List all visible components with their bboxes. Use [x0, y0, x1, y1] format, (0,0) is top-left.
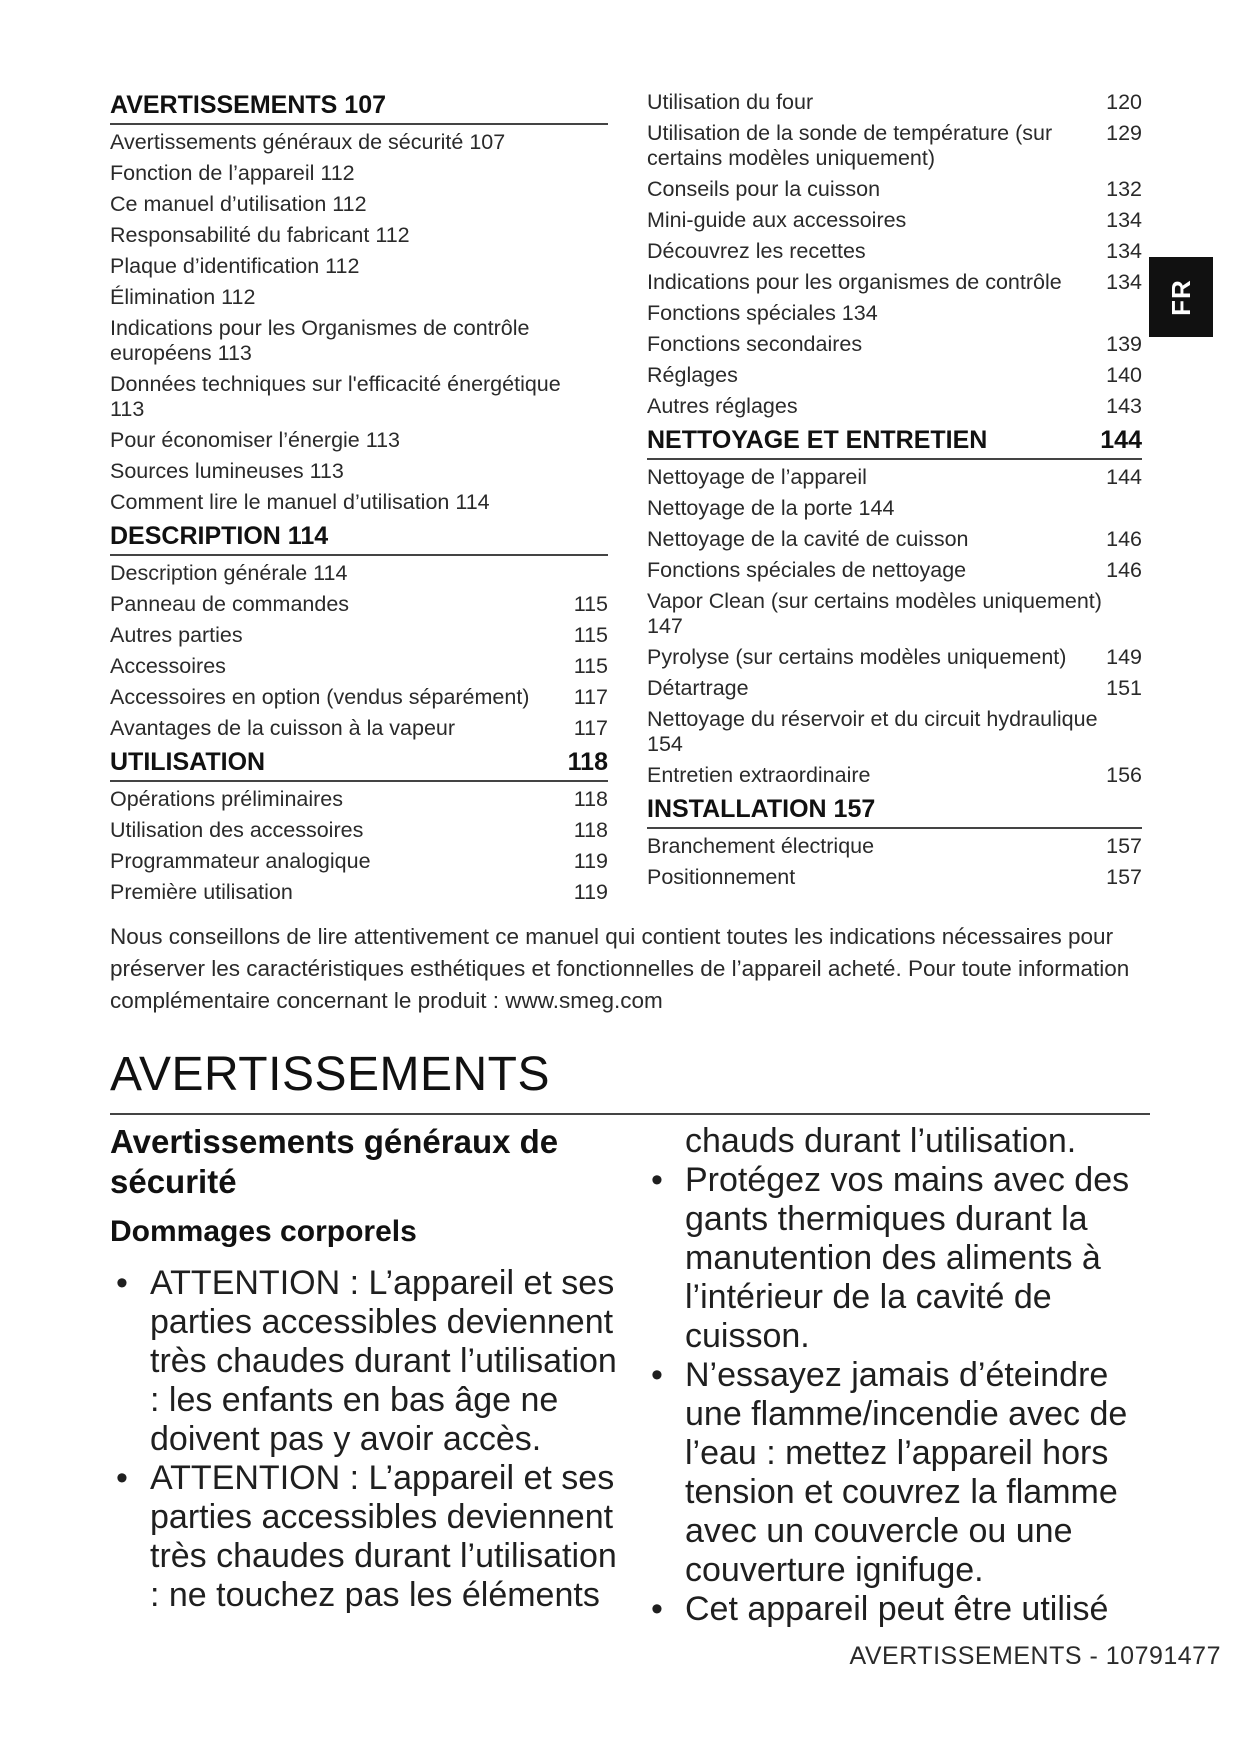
toc-page-number: 115	[573, 592, 608, 616]
toc-title: Nettoyage de l’appareil	[647, 465, 867, 489]
toc-page-number: 118	[573, 818, 608, 842]
toc-title: Avertissements généraux de sécurité 107	[110, 130, 506, 154]
toc-page-number: 143	[1106, 394, 1142, 418]
page-footer: AVERTISSEMENTS - 10791477	[849, 1642, 1221, 1670]
bullet-icon: •	[651, 1356, 663, 1394]
toc-page-number: 129	[1106, 121, 1142, 145]
bullet-text: Cet appareil peut être utilisé	[685, 1590, 1109, 1628]
language-tab-label: FR	[1165, 278, 1196, 316]
toc-entry	[647, 465, 1142, 490]
toc-entry	[110, 223, 608, 248]
toc-entry	[110, 685, 608, 710]
toc-section-heading	[647, 794, 1142, 829]
toc-title: Entretien extraordinaire	[647, 763, 871, 787]
toc-entry	[110, 161, 608, 186]
toc-entry	[110, 490, 608, 515]
intro-paragraph: Nous conseillons de lire attentivement ce manuel qui contient toutes les indications nécessaires pour préserver les caractéristiques esthétiques et fonctionnelles de l’appareil acheté. Pour toute information complémentaire concernant le produit : www.smeg.com	[110, 924, 1130, 1013]
bullet-list-left	[110, 1264, 630, 1615]
bullet-text: ATTENTION : L’appareil et ses parties accessibles deviennent très chaudes durant l’utilisation : les enfants en bas âge ne doivent pas y avoir accès.	[150, 1264, 617, 1458]
toc-title: Panneau de commandes	[110, 592, 350, 616]
toc-page-number: 157	[1106, 865, 1142, 889]
bullet-item	[645, 1161, 1165, 1356]
toc-page-number: 115	[573, 623, 608, 647]
toc-entry	[647, 270, 1142, 295]
toc-entry	[110, 316, 608, 366]
toc-title: Nettoyage du réservoir et du circuit hydraulique 154	[647, 707, 1098, 756]
toc-entry	[647, 589, 1142, 639]
toc-page-number: 117	[573, 716, 608, 740]
toc-entry	[647, 763, 1142, 788]
toc-section-heading	[110, 90, 608, 125]
toc-entry	[647, 301, 1142, 326]
toc-title: Avantages de la cuisson à la vapeur	[110, 716, 456, 740]
toc-entry	[647, 394, 1142, 419]
toc-entry	[647, 363, 1142, 388]
toc-title: Vapor Clean (sur certains modèles uniquement) 147	[647, 589, 1102, 638]
toc-title: Opérations préliminaires	[110, 787, 344, 811]
bullet-item	[645, 1356, 1165, 1590]
subsection-title: Dommages corporels	[110, 1215, 417, 1248]
toc-entry	[647, 177, 1142, 202]
toc-page-number: 120	[1106, 90, 1142, 114]
bullet-item	[110, 1459, 630, 1615]
toc-entry	[647, 676, 1142, 701]
toc-entry	[110, 716, 608, 741]
toc-entry	[110, 880, 608, 905]
toc-title: Accessoires en option (vendus séparément)	[110, 685, 530, 709]
toc-title: INSTALLATION 157	[647, 795, 876, 823]
section-title: Avertissements généraux de sécurité	[110, 1123, 559, 1200]
toc-title: Nettoyage de la cavité de cuisson	[647, 527, 969, 551]
toc-entry	[110, 561, 608, 586]
toc-entry	[110, 818, 608, 843]
toc-page-number: 156	[1106, 763, 1142, 787]
toc-entry	[647, 558, 1142, 583]
toc-entry	[110, 254, 608, 279]
bullet-text: N’essayez jamais d’éteindre une flamme/incendie avec de l’eau : mettez l’appareil hors tension et couvrez la flamme avec un couvercle ou une couverture ignifuge.	[685, 1356, 1128, 1589]
toc-title: Fonctions spéciales 134	[647, 301, 878, 325]
toc-page-number: 139	[1106, 332, 1142, 356]
body-right-column	[645, 1122, 1165, 1629]
toc-title: UTILISATION	[110, 748, 266, 776]
toc-title: Détartrage	[647, 676, 749, 700]
toc-entry	[647, 865, 1142, 890]
bullet-list-right	[645, 1161, 1165, 1629]
toc-title: Pour économiser l’énergie 113	[110, 428, 401, 452]
toc-title: Programmateur analogique	[110, 849, 371, 873]
toc-section-heading	[647, 425, 1142, 460]
toc-title: Comment lire le manuel d’utilisation 114	[110, 490, 490, 514]
toc-page-number: 146	[1106, 527, 1142, 551]
bullet-text: Protégez vos mains avec des gants thermiques durant la manutention des aliments à l’intérieur de la cavité de cuisson.	[685, 1161, 1130, 1355]
toc-page-number: 119	[573, 849, 608, 873]
toc-entry	[647, 707, 1142, 757]
bullet-item	[110, 1264, 630, 1459]
toc-section-heading	[110, 521, 608, 556]
toc-page-number: 134	[1106, 239, 1142, 263]
toc-title: Responsabilité du fabricant 112	[110, 223, 410, 247]
toc-title: Autres parties	[110, 623, 243, 647]
toc-page-number: 146	[1106, 558, 1142, 582]
toc-entry	[647, 834, 1142, 859]
toc-title: Positionnement	[647, 865, 796, 889]
toc-title: Indications pour les Organismes de contrôle européens 113	[110, 316, 530, 365]
toc-page-number: 140	[1106, 363, 1142, 387]
toc-page-number: 134	[1106, 208, 1142, 232]
toc-title: Autres réglages	[647, 394, 798, 418]
toc-title: Fonctions spéciales de nettoyage	[647, 558, 967, 582]
bullet-icon: •	[651, 1161, 663, 1199]
toc-page-number: 144	[1100, 426, 1142, 454]
toc-title: Accessoires	[110, 654, 226, 678]
toc-title: Fonction de l’appareil 112	[110, 161, 355, 185]
toc-title: Sources lumineuses 113	[110, 459, 344, 483]
bullet-icon: •	[116, 1459, 128, 1497]
continued-text: chauds durant l’utilisation.	[685, 1122, 1077, 1160]
toc-title: Utilisation du four	[647, 90, 814, 114]
toc-page-number: 118	[573, 787, 608, 811]
toc-entry	[647, 208, 1142, 233]
toc-entry	[110, 459, 608, 484]
toc-page-number: 118	[567, 748, 608, 776]
toc-page-number: 157	[1106, 834, 1142, 858]
toc-right-column	[647, 90, 1142, 896]
toc-entry	[110, 654, 608, 679]
toc-page-number: 117	[573, 685, 608, 709]
toc-title: DESCRIPTION 114	[110, 522, 329, 550]
toc-entry	[110, 372, 608, 422]
toc-title: Première utilisation	[110, 880, 293, 904]
toc-page-number: 132	[1106, 177, 1142, 201]
bullet-icon: •	[116, 1264, 128, 1302]
bullet-item	[645, 1590, 1165, 1629]
toc-entry	[110, 192, 608, 217]
toc-entry	[647, 90, 1142, 115]
toc-title: Indications pour les organismes de contrôle	[647, 270, 1062, 294]
toc-page-number: 134	[1106, 270, 1142, 294]
toc-entry	[110, 592, 608, 617]
toc-entry	[110, 787, 608, 812]
language-tab	[1149, 257, 1213, 337]
toc-page-number: 115	[573, 654, 608, 678]
body-left-column	[110, 1122, 630, 1615]
toc-title: Description générale 114	[110, 561, 348, 585]
toc-title: Fonctions secondaires	[647, 332, 863, 356]
toc-title: Pyrolyse (sur certains modèles uniquement)	[647, 645, 1067, 669]
toc-title: Nettoyage de la porte 144	[647, 496, 895, 520]
toc-entry	[647, 645, 1142, 670]
toc-title: AVERTISSEMENTS 107	[110, 91, 387, 119]
toc-entry	[110, 285, 608, 310]
toc-entry	[647, 496, 1142, 521]
toc-title: Réglages	[647, 363, 738, 387]
toc-title: Utilisation des accessoires	[110, 818, 364, 842]
toc-title: Données techniques sur l'efficacité énergétique 113	[110, 372, 561, 421]
toc-title: Utilisation de la sonde de température (sur certains modèles uniquement)	[647, 121, 1053, 170]
toc-title: Mini-guide aux accessoires	[647, 208, 907, 232]
toc-entry	[110, 849, 608, 874]
toc-title: Conseils pour la cuisson	[647, 177, 881, 201]
toc-entry	[110, 428, 608, 453]
toc-left-column	[110, 90, 608, 911]
bullet-icon: •	[651, 1590, 663, 1628]
toc-section-heading	[110, 747, 608, 782]
toc-title: Élimination 112	[110, 285, 256, 309]
toc-entry	[647, 527, 1142, 552]
toc-page-number: 151	[1106, 676, 1142, 700]
chapter-title: AVERTISSEMENTS	[110, 1045, 1150, 1115]
toc-entry	[110, 623, 608, 648]
toc-entry	[647, 332, 1142, 357]
toc-title: Découvrez les recettes	[647, 239, 866, 263]
toc-page-number: 149	[1106, 645, 1142, 669]
toc-title: Ce manuel d’utilisation 112	[110, 192, 367, 216]
toc-title: Branchement électrique	[647, 834, 875, 858]
toc-entry	[647, 121, 1142, 171]
bullet-text: ATTENTION : L’appareil et ses parties accessibles deviennent très chaudes durant l’utilisation : ne touchez pas les éléments	[150, 1459, 617, 1614]
toc-entry	[647, 239, 1142, 264]
toc-entry	[110, 130, 608, 155]
toc-page-number: 119	[573, 880, 608, 904]
toc-page-number: 144	[1106, 465, 1142, 489]
toc-title: NETTOYAGE ET ENTRETIEN	[647, 426, 988, 454]
toc-title: Plaque d’identification 112	[110, 254, 360, 278]
